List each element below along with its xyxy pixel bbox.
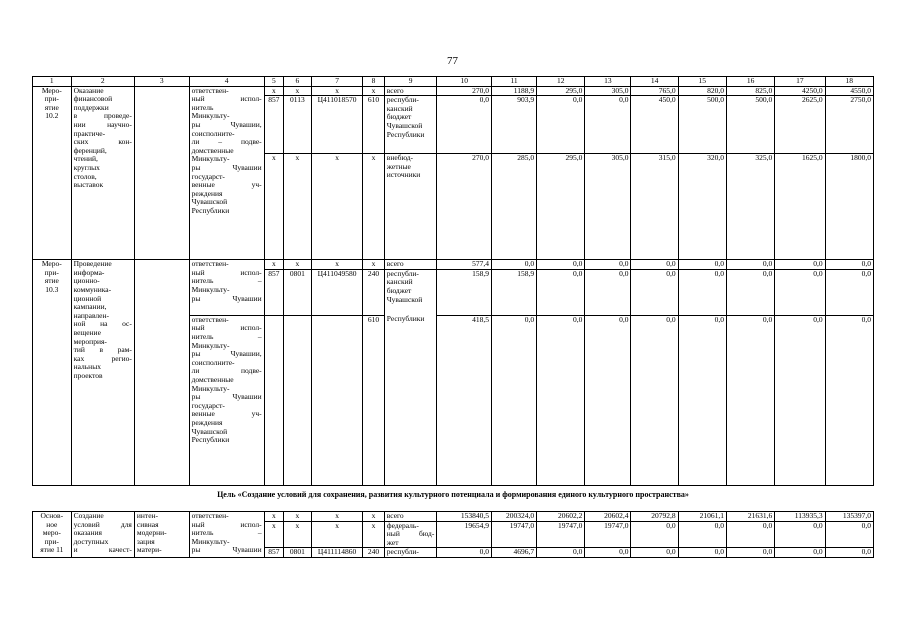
text-line: чтений,: [73, 154, 98, 164]
value-cell: 270,0: [437, 86, 492, 96]
value-cell: 0,0: [437, 96, 492, 154]
text-line: в проведе-: [73, 111, 132, 121]
text-line: ры Чувашии,: [191, 119, 262, 129]
executor-cell: [189, 512, 264, 558]
value-cell: 0,0: [825, 269, 873, 315]
text-line: Чувашской: [191, 197, 228, 207]
text-line: ный испол-: [191, 323, 262, 333]
value-cell: 19654,9: [437, 521, 492, 548]
measure-10-2: [33, 86, 874, 260]
page-number: 77: [447, 55, 458, 67]
value-cell: 153840,5: [437, 512, 492, 522]
text-line: ответствен-: [191, 511, 229, 520]
value-cell: 0,0: [825, 315, 873, 485]
table-row: [33, 512, 874, 522]
text-line: нитель: [191, 102, 214, 112]
text-line: Минкульту-: [191, 284, 230, 294]
value-cell: 1625,0: [775, 154, 825, 260]
header-cell-7: 7: [311, 77, 362, 87]
header-cell-9: 9: [384, 77, 437, 87]
header-cell-12: 12: [537, 77, 585, 87]
text-line: направлен-: [73, 310, 109, 320]
code-cell: Ц411114860: [311, 548, 362, 558]
code-cell: х: [283, 521, 311, 548]
text-line: практиче-: [73, 128, 106, 138]
value-cell: 0,0: [678, 521, 726, 548]
header-cell-4: 4: [189, 77, 264, 87]
text-line: ференций,: [73, 145, 107, 155]
measure-10-3: [33, 260, 874, 486]
table-row: [33, 86, 874, 96]
funding-source-cell: [384, 269, 437, 315]
text-line: соисполните-: [191, 357, 235, 367]
header-cell-2: 2: [71, 77, 134, 87]
value-cell: 315,0: [631, 154, 678, 260]
value-cell: 0,0: [678, 260, 726, 270]
value-cell: 0,0: [585, 269, 631, 315]
text-line: модерни-: [136, 528, 167, 538]
text-line: Меро-: [41, 259, 62, 269]
text-line: домственные: [191, 374, 234, 384]
executor-cell: [189, 260, 264, 316]
value-cell: 765,0: [631, 86, 678, 96]
value-cell: 20602,2: [537, 512, 585, 522]
code-cell: 240: [363, 548, 384, 558]
goal-heading: Цель «Создание условий для сохранения, развития культурного потенциала и формирования единого культурного пространства»: [217, 490, 689, 499]
value-cell: 158,9: [492, 269, 537, 315]
value-cell: 2625,0: [775, 96, 825, 154]
value-cell: 500,0: [678, 96, 726, 154]
text-line: Республики: [386, 129, 425, 139]
code-cell: х: [363, 86, 384, 96]
funding-source-cell: [384, 315, 437, 485]
value-cell: 0,0: [631, 548, 678, 558]
text-line: Чувашской: [386, 120, 423, 130]
header-cell-16: 16: [726, 77, 774, 87]
table-row: [33, 260, 874, 270]
text-line: республи-: [386, 269, 419, 278]
header-cell-3: 3: [134, 77, 189, 87]
text-line: государст-: [191, 171, 225, 181]
code-cell: х: [283, 512, 311, 522]
text-line: и качест-: [73, 545, 132, 555]
value-cell: 320,0: [678, 154, 726, 260]
text-line: интен-: [136, 511, 159, 520]
header-cell-5: 5: [264, 77, 283, 87]
text-line: соисполните-: [191, 128, 235, 138]
value-cell: 0,0: [585, 315, 631, 485]
text-line: ционно-: [73, 276, 100, 286]
measure-description-cell: [71, 512, 134, 558]
funding-source-cell: [384, 548, 437, 558]
text-line: Основ-: [40, 511, 64, 520]
value-cell: 0,0: [537, 260, 585, 270]
value-cell: 285,0: [492, 154, 537, 260]
text-line: республи-: [386, 547, 419, 557]
code-cell: х: [264, 512, 283, 522]
text-line: ной на ос-: [73, 319, 132, 329]
text-line: ры Чувашии: [191, 392, 262, 402]
text-line: Республики: [386, 315, 425, 324]
code-cell: Ц411018570: [311, 96, 362, 154]
text-line: ятие: [44, 102, 59, 112]
text-line: ответствен-: [191, 86, 229, 95]
text-line: всего: [386, 86, 404, 95]
main-table: [32, 76, 874, 486]
result-cell: [134, 512, 189, 558]
value-cell: 21631,6: [726, 512, 774, 522]
text-line: Минкульту-: [191, 383, 230, 393]
code-cell: х: [264, 86, 283, 96]
code-cell: х: [363, 260, 384, 270]
value-cell: 0,0: [585, 96, 631, 154]
value-cell: 0,0: [775, 548, 825, 558]
executor-cell: [189, 315, 264, 485]
value-cell: 0,0: [678, 269, 726, 315]
text-line: ры Чувашии,: [191, 349, 262, 359]
text-line: информа-: [73, 267, 105, 277]
value-cell: 0,0: [825, 260, 873, 270]
text-line: ный бюд-: [386, 529, 435, 539]
text-line: ответствен-: [191, 315, 229, 324]
text-line: источники: [386, 170, 421, 180]
funding-source-cell: [384, 521, 437, 548]
text-line: финансовой: [73, 94, 113, 104]
text-line: государст-: [191, 400, 225, 410]
text-line: коммуника-: [73, 284, 112, 294]
code-cell: х: [311, 154, 362, 260]
code-cell: х: [311, 86, 362, 96]
measure-label-cell: [33, 512, 72, 558]
text-line: матери-: [136, 545, 162, 555]
funding-source-cell: [384, 154, 437, 260]
value-cell: 500,0: [726, 96, 774, 154]
text-line: доступных: [73, 536, 109, 546]
value-cell: 20602,4: [585, 512, 631, 522]
code-cell: 610: [363, 96, 384, 154]
code-cell: 857: [264, 269, 283, 315]
code-cell: х: [283, 260, 311, 270]
text-line: канский: [386, 103, 413, 113]
value-cell: 0,0: [726, 548, 774, 558]
header-cell-18: 18: [825, 77, 873, 87]
text-line: ный испол-: [191, 94, 262, 104]
code-cell: х: [283, 154, 311, 260]
value-cell: 0,0: [726, 315, 774, 485]
text-line: условий для: [73, 519, 132, 529]
text-line: мероприя-: [73, 336, 107, 346]
funding-source-cell: [384, 512, 437, 522]
value-cell: 305,0: [585, 86, 631, 96]
code-cell: х: [264, 260, 283, 270]
value-cell: 19747,0: [537, 521, 585, 548]
value-cell: 1188,9: [492, 86, 537, 96]
text-line: при-: [44, 94, 59, 104]
text-line: внебюд-: [386, 153, 414, 163]
value-cell: 135397,0: [825, 512, 873, 522]
value-cell: 0,0: [537, 96, 585, 154]
value-cell: 0,0: [492, 315, 537, 485]
header-cell-15: 15: [678, 77, 726, 87]
value-cell: 0,0: [775, 521, 825, 548]
text-line: ры Чувашии: [191, 545, 262, 555]
text-line: ятие 11: [40, 545, 64, 555]
value-cell: 305,0: [585, 154, 631, 260]
text-line: Проведение: [73, 259, 112, 269]
header-cell-13: 13: [585, 77, 631, 87]
text-line: оказания: [73, 528, 102, 538]
value-cell: 0,0: [775, 260, 825, 270]
code-cell: х: [363, 154, 384, 260]
value-cell: 0,0: [678, 548, 726, 558]
value-cell: 0,0: [775, 315, 825, 485]
text-line: домственные: [191, 145, 234, 155]
text-line: ках регио-: [73, 353, 132, 363]
result-cell: [134, 260, 189, 486]
header-cell-1: 1: [33, 77, 72, 87]
value-cell: 0,0: [726, 260, 774, 270]
text-line: при-: [44, 536, 59, 546]
header-cell-14: 14: [631, 77, 678, 87]
value-cell: 158,9: [437, 269, 492, 315]
header-row: [33, 77, 874, 87]
text-line: ционной: [73, 293, 102, 303]
text-line: столов,: [73, 171, 97, 181]
text-line: нальных: [73, 362, 101, 372]
text-line: Минкульту-: [191, 154, 230, 164]
value-cell: 0,0: [631, 260, 678, 270]
value-cell: 0,0: [631, 315, 678, 485]
value-cell: 0,0: [537, 315, 585, 485]
text-line: нитель –: [191, 276, 262, 286]
text-line: федераль-: [386, 521, 419, 530]
text-line: Республики: [191, 205, 230, 215]
code-cell: х: [311, 521, 362, 548]
value-cell: 4250,0: [775, 86, 825, 96]
text-line: круглых: [73, 162, 100, 172]
value-cell: 19747,0: [585, 521, 631, 548]
value-cell: 325,0: [726, 154, 774, 260]
text-line: ских кон-: [73, 137, 132, 147]
text-line: ятие: [44, 276, 59, 286]
text-line: ное: [46, 519, 58, 529]
value-cell: 0,0: [437, 548, 492, 558]
text-line: Чувашской: [191, 426, 228, 436]
measure-description-cell: [71, 86, 134, 260]
executor-cell: [189, 86, 264, 260]
value-cell: 20792,8: [631, 512, 678, 522]
code-cell: [264, 315, 283, 485]
value-cell: 113935,3: [775, 512, 825, 522]
value-cell: 2750,0: [825, 96, 873, 154]
header-cell-17: 17: [775, 77, 825, 87]
code-cell: х: [264, 154, 283, 260]
code-cell: х: [264, 521, 283, 548]
text-line: выставок: [73, 180, 104, 190]
header-cell-10: 10: [437, 77, 492, 87]
value-cell: 0,0: [726, 521, 774, 548]
text-line: венные уч-: [191, 409, 262, 419]
text-line: проектов: [73, 370, 103, 380]
value-cell: 0,0: [585, 260, 631, 270]
value-cell: 270,0: [437, 154, 492, 260]
value-cell: 21061,1: [678, 512, 726, 522]
code-cell: х: [311, 260, 362, 270]
text-line: меро-: [42, 528, 61, 538]
text-line: венные уч-: [191, 180, 262, 190]
text-line: ли – подве-: [191, 137, 262, 147]
code-cell: 857: [264, 548, 283, 558]
value-cell: 450,0: [631, 96, 678, 154]
text-line: 10.2: [45, 111, 59, 121]
text-line: зация: [136, 536, 155, 546]
text-line: ный испол-: [191, 267, 262, 277]
funding-source-cell: [384, 86, 437, 96]
text-line: ный испол-: [191, 519, 262, 529]
value-cell: 825,0: [726, 86, 774, 96]
value-cell: 820,0: [678, 86, 726, 96]
code-cell: 0113: [283, 96, 311, 154]
text-line: нитель –: [191, 331, 262, 341]
value-cell: 0,0: [726, 269, 774, 315]
value-cell: 4696,7: [492, 548, 537, 558]
code-cell: х: [311, 512, 362, 522]
code-cell: Ц411049580: [311, 269, 362, 315]
text-line: Республики: [191, 435, 230, 445]
result-cell: [134, 86, 189, 260]
value-cell: 0,0: [537, 548, 585, 558]
text-line: нитель –: [191, 528, 262, 538]
text-line: Чувашской: [386, 294, 423, 304]
value-cell: 0,0: [585, 548, 631, 558]
text-line: бюджет: [386, 112, 412, 122]
text-line: при-: [44, 267, 59, 277]
text-line: ли подве-: [191, 366, 262, 376]
text-line: Минкульту-: [191, 536, 230, 546]
code-cell: [283, 315, 311, 485]
text-line: всего: [386, 511, 404, 520]
value-cell: 0,0: [537, 269, 585, 315]
value-cell: 0,0: [678, 315, 726, 485]
text-line: вещение: [73, 327, 101, 337]
measure-label-cell: [33, 260, 72, 486]
header-cell-8: 8: [363, 77, 384, 87]
value-cell: 418,5: [437, 315, 492, 485]
text-line: ры Чувашии: [191, 162, 262, 172]
code-cell: 610: [363, 315, 384, 485]
text-line: Оказание: [73, 86, 104, 95]
value-cell: 295,0: [537, 154, 585, 260]
value-cell: 0,0: [631, 521, 678, 548]
text-line: нии научно-: [73, 119, 132, 129]
text-line: 10.3: [45, 284, 59, 294]
code-cell: х: [363, 521, 384, 548]
code-cell: 857: [264, 96, 283, 154]
code-cell: х: [363, 512, 384, 522]
text-line: бюджет: [386, 285, 412, 295]
code-cell: 240: [363, 269, 384, 315]
text-line: Минкульту-: [191, 111, 230, 121]
value-cell: 0,0: [775, 269, 825, 315]
text-line: жет: [386, 537, 399, 547]
text-line: жетные: [386, 161, 411, 171]
text-line: канский: [386, 277, 413, 287]
header-cell-6: 6: [283, 77, 311, 87]
text-line: Меро-: [41, 86, 62, 95]
value-cell: 1800,0: [825, 154, 873, 260]
text-line: поддержки: [73, 102, 109, 112]
funding-source-cell: [384, 96, 437, 154]
text-line: сивная: [136, 519, 159, 529]
value-cell: 903,9: [492, 96, 537, 154]
text-line: реждения: [191, 188, 223, 198]
value-cell: 295,0: [537, 86, 585, 96]
text-line: ответствен-: [191, 259, 229, 269]
value-cell: 0,0: [492, 260, 537, 270]
text-line: Создание: [73, 511, 104, 520]
measure-label-cell: [33, 86, 72, 260]
value-cell: 0,0: [825, 521, 873, 548]
measure-description-cell: [71, 260, 134, 486]
value-cell: 19747,0: [492, 521, 537, 548]
value-cell: 0,0: [825, 548, 873, 558]
code-cell: х: [283, 86, 311, 96]
code-cell: 0801: [283, 548, 311, 558]
value-cell: 577,4: [437, 260, 492, 270]
second-table: [32, 511, 874, 558]
header-cell-11: 11: [492, 77, 537, 87]
text-line: кампании,: [73, 302, 107, 312]
funding-source-cell: [384, 260, 437, 270]
text-line: тий в рам-: [73, 345, 132, 355]
text-line: ры Чувашии: [191, 293, 262, 303]
main-measure-11: [33, 512, 874, 558]
text-line: реждения: [191, 417, 223, 427]
text-line: республи-: [386, 95, 419, 105]
code-cell: 0801: [283, 269, 311, 315]
value-cell: 200324,0: [492, 512, 537, 522]
text-line: Минкульту-: [191, 340, 230, 350]
value-cell: 0,0: [631, 269, 678, 315]
code-cell: [311, 315, 362, 485]
value-cell: 4550,0: [825, 86, 873, 96]
text-line: всего: [386, 259, 404, 269]
